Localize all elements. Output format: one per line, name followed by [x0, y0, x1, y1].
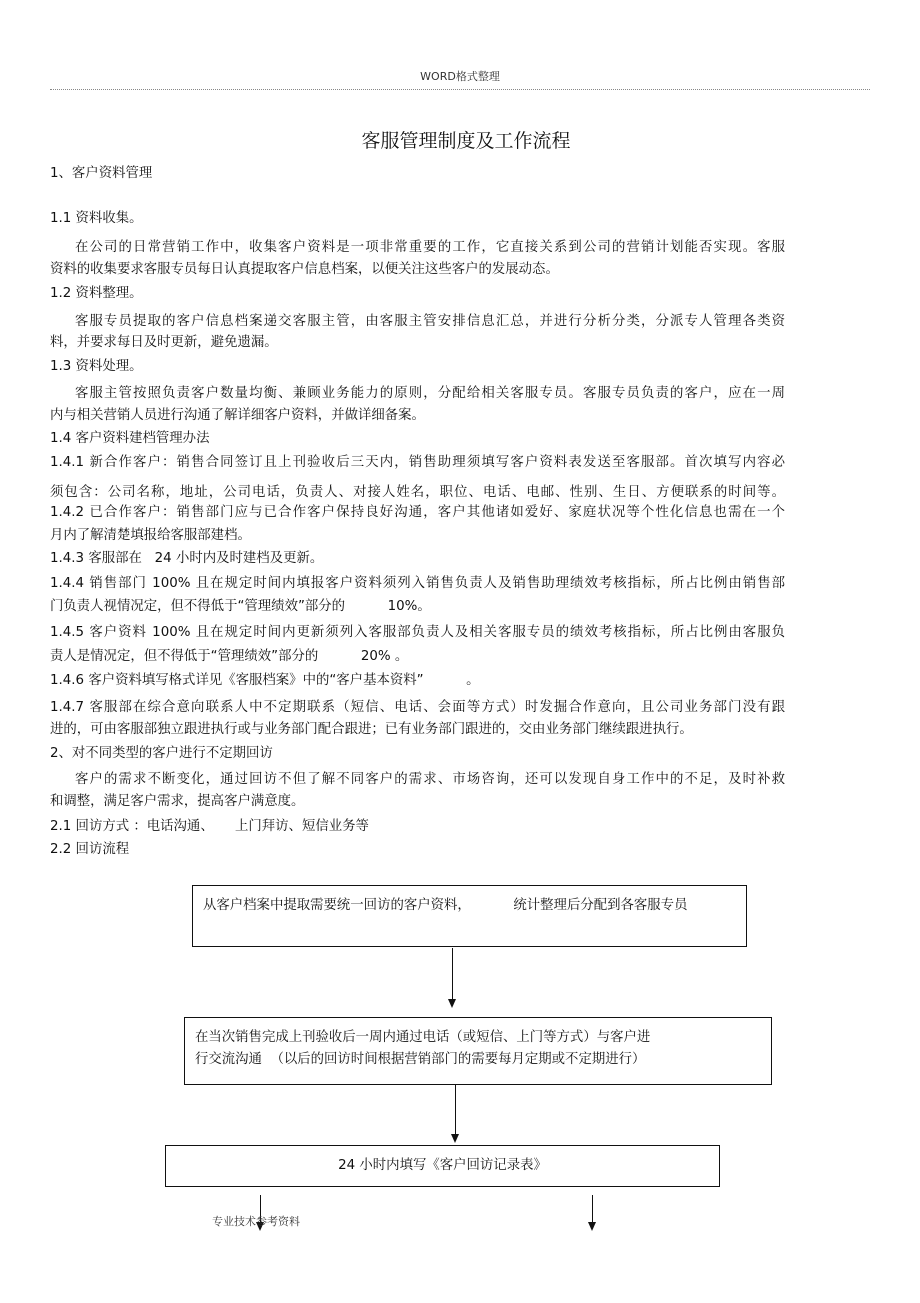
page-footer: 专业技术参考资料: [212, 1215, 300, 1228]
page-header: WORD格式整理: [420, 70, 500, 83]
header-divider: [50, 89, 870, 90]
text-line: 月内了解清楚填报给客服部建档。: [50, 528, 251, 543]
text-line: 料，并要求每日及时更新，避免遗漏。: [50, 335, 278, 350]
arrow-down-icon: [588, 1222, 596, 1231]
flow-step-3: [165, 1145, 720, 1187]
flow-arrow-1: [452, 948, 453, 1000]
arrow-down-icon: [451, 1134, 459, 1143]
text-line: 1.1 资料收集。: [50, 211, 143, 226]
flow-step-2-text-2: 行交流沟通 （以后的回访时间根据营销部门的需要每月定期或不定期进行）: [195, 1052, 646, 1067]
text-line: 资料的收集要求客服专员每日认真提取客户信息档案，以便关注这些客户的发展动态。: [50, 262, 559, 277]
text-line: 1.2 资料整理。: [50, 286, 143, 301]
text-line: 客服专员提取的客户信息档案递交客服主管，由客服主管安排信息汇总，并进行分析分类，分派专人管理各类资: [75, 314, 785, 329]
flow-arrow-4: [592, 1195, 593, 1223]
text-line: 进的，可由客服部独立跟进执行或与业务部门配合跟进；已有业务部门跟进的，交由业务部门继续跟进执行。: [50, 722, 693, 737]
text-line: 客服主管按照负责客户数量均衡、兼顾业务能力的原则，分配给相关客服专员。客服专员负责的客户，应在一周: [75, 386, 785, 401]
flow-step-1-text: 从客户档案中提取需要统一回访的客户资料， 统计整理后分配到各客服专员: [203, 898, 688, 913]
text-line: 1.4.3 客服部在 24 小时内及时建档及更新。: [50, 551, 324, 566]
text-line: 1.4.2 已合作客户：销售部门应与已合作客户保持良好沟通，客户其他诸如爱好、家庭状况等个性化信息也需在一个: [50, 505, 785, 520]
flow-arrow-2: [455, 1085, 456, 1135]
flow-step-2-text-1: 在当次销售完成上刊验收后一周内通过电话（或短信、上门等方式）与客户进: [195, 1030, 651, 1045]
flow-step-2: [184, 1017, 772, 1085]
text-line: 责人是情况定，但不得低于“管理绩效”部分的 20% 。: [50, 649, 409, 664]
text-line: 客户的需求不断变化，通过回访不但了解不同客户的需求、市场咨询，还可以发现自身工作中的不足，及时补救: [75, 772, 785, 787]
text-line: 1.4.6 客户资料填写格式详见《客服档案》中的“客户基本资料” 。: [50, 673, 480, 688]
text-line: 2.1 回访方式 ：电话沟通、 上门拜访、短信业务等: [50, 819, 369, 834]
arrow-down-icon: [448, 999, 456, 1008]
text-line: 1.3 资料处理。: [50, 359, 143, 374]
text-line: 2.2 回访流程: [50, 842, 130, 857]
flow-step-3-text: 24 小时内填写《客户回访记录表》: [338, 1158, 547, 1173]
text-line: 1.4.1 新合作客户：销售合同签订且上刊验收后三天内，销售助理须填写客户资料表发送至客服部。首次填写内容必: [50, 455, 785, 470]
text-line: 1.4.4 销售部门 100% 且在规定时间内填报客户资料须列入销售负责人及销售助理绩效考核指标，所占比例由销售部: [50, 576, 785, 591]
text-line: 在公司的日常营销工作中，收集客户资料是一项非常重要的工作，它直接关系到公司的营销计划能否实现。客服: [75, 240, 785, 255]
document-title: 客服管理制度及工作流程: [361, 130, 571, 152]
flow-step-1: [192, 885, 747, 947]
text-line: 门负责人视情况定，但不得低于“管理绩效”部分的 10%。: [50, 599, 431, 614]
text-line: 须包含：公司名称，地址，公司电话，负责人、对接人姓名，职位、电话、电邮、性别、生日、方便联系的时间等。: [50, 485, 785, 500]
text-line: 2、对不同类型的客户进行不定期回访: [50, 746, 273, 761]
text-line: 1.4 客户资料建档管理办法: [50, 431, 210, 446]
text-line: 内与相关营销人员进行沟通了解详细客户资料，并做详细备案。: [50, 408, 425, 423]
text-line: 1.4.7 客服部在综合意向联系人中不定期联系（短信、电话、会面等方式）时发掘合作意向，且公司业务部门没有跟: [50, 700, 785, 715]
text-line: 1、客户资料管理: [50, 166, 153, 181]
text-line: 和调整，满足客户需求，提高客户满意度。: [50, 794, 305, 809]
text-line: 1.4.5 客户资料 100% 且在规定时间内更新须列入客服部负责人及相关客服专员的绩效考核指标，所占比例由客服负: [50, 625, 785, 640]
